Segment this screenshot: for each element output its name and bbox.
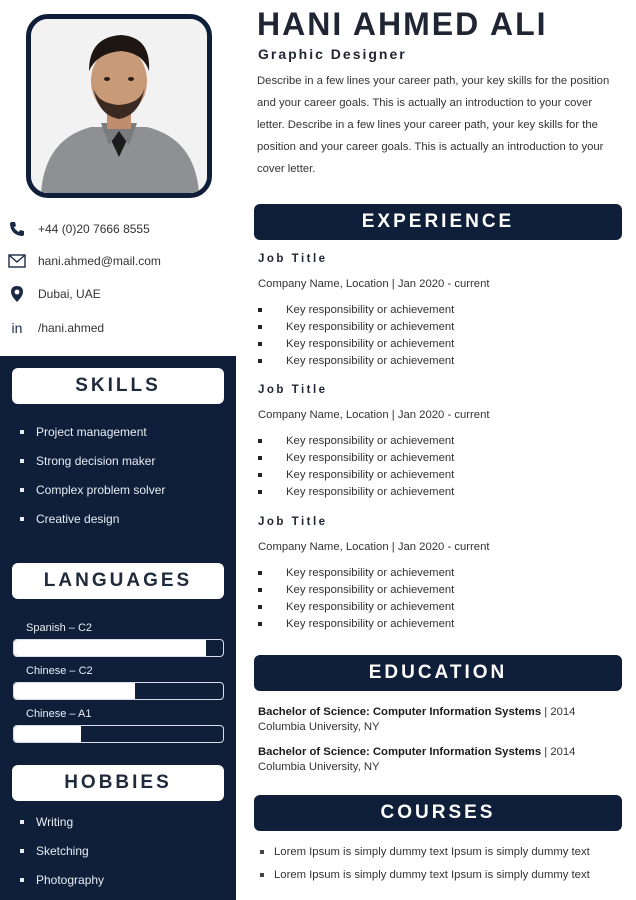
education-entry — [258, 705, 575, 735]
bullet-icon — [258, 588, 262, 592]
language-bar — [13, 639, 224, 657]
bullet-icon — [258, 342, 262, 346]
language-label: Spanish – C2 — [26, 622, 93, 634]
list-item: Key responsibility or achievement — [258, 616, 454, 633]
envelope-icon — [8, 252, 26, 270]
linkedin-icon: in — [11, 320, 23, 336]
bullet-icon — [258, 622, 262, 626]
list-item: Key responsibility or achievement — [258, 301, 454, 318]
bullet-icon — [20, 430, 24, 434]
language-bar — [13, 682, 224, 700]
bullet-icon — [20, 878, 24, 882]
bullet-icon — [20, 820, 24, 824]
bullet-icon — [258, 605, 262, 609]
courses-heading: COURSES — [254, 795, 622, 831]
bullet-icon — [258, 308, 262, 312]
list-item: Complex problem solver — [20, 475, 230, 504]
job-responsibilities — [258, 432, 454, 501]
list-item: Key responsibility or achievement — [258, 353, 454, 370]
bullet-icon — [258, 456, 262, 460]
language-bar-fill — [14, 683, 135, 699]
map-pin-icon — [8, 285, 26, 303]
contact-email — [8, 251, 228, 271]
list-item: Creative design — [20, 504, 230, 533]
bullet-icon — [260, 873, 264, 877]
bullet-icon — [258, 473, 262, 477]
skills-list — [20, 417, 230, 533]
school: Columbia University, NY — [258, 761, 380, 773]
job-title: Job Title — [258, 253, 328, 265]
education-entry — [258, 745, 575, 775]
job-responsibilities — [258, 301, 454, 370]
languages-heading: LANGUAGES — [12, 563, 224, 599]
person-name: HANI AHMED ALI — [257, 6, 548, 42]
bullet-icon — [258, 439, 262, 443]
list-item: Key responsibility or achievement — [258, 432, 454, 449]
bullet-icon — [258, 490, 262, 494]
list-item: Project management — [20, 417, 230, 446]
phone-text: +44 (0)20 7666 8555 — [38, 222, 150, 236]
email-text: hani.ahmed@mail.com — [38, 254, 161, 268]
language-bar-fill — [14, 640, 206, 656]
list-item: Key responsibility or achievement — [258, 581, 454, 598]
job-company: Company Name, Location | Jan 2020 - current — [258, 409, 490, 421]
bullet-icon — [20, 459, 24, 463]
location-text: Dubai, UAE — [38, 287, 101, 301]
degree: Bachelor of Science: Computer Information Systems — [258, 706, 542, 718]
language-bar — [13, 725, 224, 743]
education-heading: EDUCATION — [254, 655, 622, 691]
list-item: Lorem Ipsum is simply dummy text Ipsum is simply dummy text — [260, 863, 590, 886]
list-item: Key responsibility or achievement — [258, 484, 454, 501]
list-item: Sketching — [20, 836, 230, 865]
bullet-icon — [20, 517, 24, 521]
hobbies-heading: HOBBIES — [12, 765, 224, 801]
list-item: Strong decision maker — [20, 446, 230, 475]
degree-year: | 2014 — [541, 706, 576, 718]
list-item: Key responsibility or achievement — [258, 335, 454, 352]
bullet-icon — [20, 849, 24, 853]
bullet-icon — [20, 488, 24, 492]
list-item: Writing — [20, 807, 230, 836]
bullet-icon — [258, 571, 262, 575]
list-item: Key responsibility or achievement — [258, 318, 454, 335]
experience-heading: EXPERIENCE — [254, 204, 622, 240]
language-bar-fill — [14, 726, 81, 742]
job-company: Company Name, Location | Jan 2020 - current — [258, 278, 490, 290]
linkedin-text: /hani.ahmed — [38, 321, 105, 335]
language-label: Chinese – A1 — [26, 708, 92, 720]
job-company: Company Name, Location | Jan 2020 - current — [258, 541, 490, 553]
job-title: Job Title — [258, 516, 328, 528]
bullet-icon — [258, 325, 262, 329]
school: Columbia University, NY — [258, 721, 380, 733]
job-title: Job Title — [258, 384, 328, 396]
job-responsibilities — [258, 564, 454, 633]
contact-location — [8, 284, 228, 304]
bullet-icon — [260, 850, 264, 854]
intro-paragraph: Describe in a few lines your career path, your key skills for the position and your career goals. This is actually an introduction to your cover letter. Describe in a few lines your career path, your key skills for the position and your career goals. This is actually an introduction to your cover letter. — [257, 75, 610, 175]
list-item: Key responsibility or achievement — [258, 598, 454, 615]
contact-linkedin — [8, 318, 228, 338]
bullet-icon — [258, 359, 262, 363]
degree: Bachelor of Science: Computer Information Systems — [258, 746, 542, 758]
phone-icon — [8, 220, 26, 238]
profile-photo — [26, 14, 212, 198]
list-item: Photography — [20, 865, 230, 894]
courses-list — [260, 840, 590, 886]
skills-heading: SKILLS — [12, 368, 224, 404]
list-item: Key responsibility or achievement — [258, 466, 454, 483]
list-item: Key responsibility or achievement — [258, 449, 454, 466]
hobbies-list — [20, 807, 230, 894]
person-role: Graphic Designer — [258, 46, 407, 62]
list-item: Lorem Ipsum is simply dummy text Ipsum is simply dummy text — [260, 840, 590, 863]
degree-year: | 2014 — [541, 746, 576, 758]
list-item: Key responsibility or achievement — [258, 564, 454, 581]
contact-phone — [8, 219, 228, 239]
language-label: Chinese – C2 — [26, 665, 93, 677]
